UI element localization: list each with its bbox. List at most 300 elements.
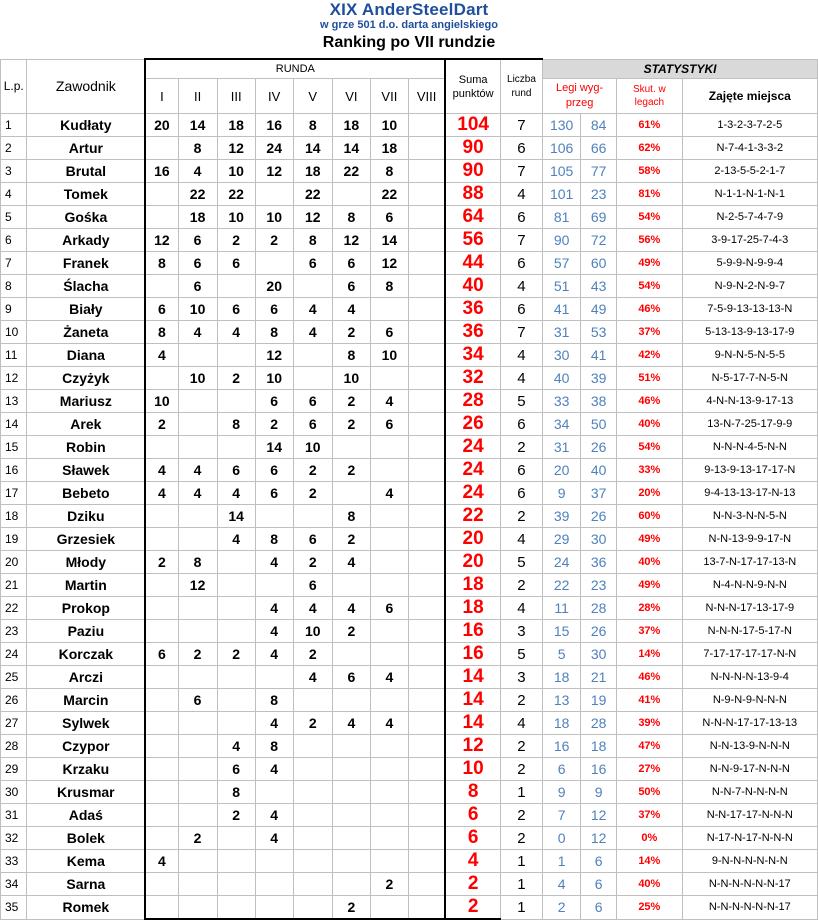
- round-7-points: 12: [370, 252, 408, 275]
- places-taken: 9-N-N-N-N-N-N: [682, 850, 817, 873]
- round-3-points: [217, 574, 255, 597]
- total-points: 40: [445, 275, 500, 298]
- player-name: Sarna: [27, 873, 145, 896]
- places-taken: 13-N-7-25-17-9-9: [682, 413, 817, 436]
- row-lp: 21: [1, 574, 27, 597]
- round-6-points: 4: [332, 597, 370, 620]
- round-7-points: [370, 298, 408, 321]
- places-taken: 1-3-2-3-7-2-5: [682, 114, 817, 137]
- total-points: 24: [445, 436, 500, 459]
- table-row: [1, 252, 818, 275]
- round-1-points: [145, 873, 178, 896]
- player-name: Gośka: [27, 206, 145, 229]
- leg-efficiency: 37%: [617, 620, 683, 643]
- round-1-points: [145, 804, 178, 827]
- round-8-points: [408, 804, 445, 827]
- leg-efficiency: 41%: [617, 689, 683, 712]
- legs-lost: 26: [581, 436, 617, 459]
- table-row: [1, 873, 818, 896]
- round-5-points: 14: [293, 137, 332, 160]
- rounds-played: 5: [500, 551, 542, 574]
- round-2-points: 4: [178, 482, 217, 505]
- round-6-points: [332, 436, 370, 459]
- player-name: Czypor: [27, 735, 145, 758]
- round-5-points: 4: [293, 666, 332, 689]
- rounds-played: 6: [500, 206, 542, 229]
- legs-won: 5: [543, 643, 581, 666]
- round-3-points: 10: [217, 160, 255, 183]
- leg-efficiency: 40%: [617, 551, 683, 574]
- round-5-points: 18: [293, 160, 332, 183]
- player-name: Adaś: [27, 804, 145, 827]
- round-3-points: 4: [217, 482, 255, 505]
- rounds-played: 3: [500, 620, 542, 643]
- table-row: [1, 804, 818, 827]
- leg-efficiency: 46%: [617, 666, 683, 689]
- places-taken: N-N-13-9-9-17-N: [682, 528, 817, 551]
- places-taken: 4-N-N-13-9-17-13: [682, 390, 817, 413]
- round-3-points: 2: [217, 804, 255, 827]
- rounds-played: 7: [500, 229, 542, 252]
- round-2-points: 10: [178, 367, 217, 390]
- player-name: Młody: [27, 551, 145, 574]
- table-row: [1, 390, 818, 413]
- legs-won: 15: [543, 620, 581, 643]
- player-name: Kudłaty: [27, 114, 145, 137]
- rounds-played: 1: [500, 896, 542, 920]
- round-1-points: [145, 827, 178, 850]
- round-7-points: 8: [370, 275, 408, 298]
- places-taken: N-9-N-2-N-9-7: [682, 275, 817, 298]
- round-2-points: 12: [178, 574, 217, 597]
- round-8-points: [408, 735, 445, 758]
- player-name: Tomek: [27, 183, 145, 206]
- places-taken: 13-7-N-17-17-13-N: [682, 551, 817, 574]
- row-lp: 23: [1, 620, 27, 643]
- round-4-points: [255, 252, 293, 275]
- legs-lost: 40: [581, 459, 617, 482]
- table-row: [1, 229, 818, 252]
- total-points: 20: [445, 551, 500, 574]
- round-6-points: 2: [332, 528, 370, 551]
- round-2-points: [178, 804, 217, 827]
- leg-efficiency: 27%: [617, 758, 683, 781]
- round-5-points: [293, 367, 332, 390]
- round-1-points: 8: [145, 252, 178, 275]
- total-points: 20: [445, 528, 500, 551]
- total-points: 26: [445, 413, 500, 436]
- legs-lost: 21: [581, 666, 617, 689]
- round-6-points: 2: [332, 390, 370, 413]
- header-round-5: V: [293, 79, 332, 114]
- round-8-points: [408, 321, 445, 344]
- round-2-points: 14: [178, 114, 217, 137]
- table-row: [1, 206, 818, 229]
- round-7-points: 18: [370, 137, 408, 160]
- round-4-points: 6: [255, 390, 293, 413]
- round-8-points: [408, 275, 445, 298]
- leg-efficiency: 40%: [617, 413, 683, 436]
- total-points: 16: [445, 643, 500, 666]
- leg-efficiency: 60%: [617, 505, 683, 528]
- round-1-points: 8: [145, 321, 178, 344]
- round-5-points: [293, 896, 332, 920]
- round-6-points: 4: [332, 712, 370, 735]
- legs-lost: 66: [581, 137, 617, 160]
- round-5-points: 12: [293, 206, 332, 229]
- ranking-heading: Ranking po VII rundzie: [322, 34, 496, 51]
- total-points: 22: [445, 505, 500, 528]
- rounds-played: 5: [500, 643, 542, 666]
- total-points: 44: [445, 252, 500, 275]
- header-miejsca: Zajęte miejsca: [682, 79, 817, 114]
- round-4-points: 24: [255, 137, 293, 160]
- round-2-points: 10: [178, 298, 217, 321]
- table-row: [1, 643, 818, 666]
- round-2-points: 4: [178, 459, 217, 482]
- round-8-points: [408, 666, 445, 689]
- round-5-points: 8: [293, 229, 332, 252]
- leg-efficiency: 40%: [617, 873, 683, 896]
- round-2-points: [178, 781, 217, 804]
- round-2-points: [178, 620, 217, 643]
- leg-efficiency: 56%: [617, 229, 683, 252]
- round-5-points: [293, 804, 332, 827]
- player-name: Krzaku: [27, 758, 145, 781]
- rounds-played: 2: [500, 574, 542, 597]
- row-lp: 26: [1, 689, 27, 712]
- places-taken: N-N-N-17-5-17-N: [682, 620, 817, 643]
- row-lp: 33: [1, 850, 27, 873]
- round-6-points: 2: [332, 321, 370, 344]
- round-3-points: 6: [217, 459, 255, 482]
- leg-efficiency: 61%: [617, 114, 683, 137]
- round-1-points: [145, 896, 178, 920]
- total-points: 14: [445, 666, 500, 689]
- round-5-points: 2: [293, 712, 332, 735]
- rounds-played: 4: [500, 597, 542, 620]
- round-2-points: 6: [178, 229, 217, 252]
- places-taken: N-5-17-7-N-5-N: [682, 367, 817, 390]
- round-8-points: [408, 137, 445, 160]
- round-3-points: [217, 275, 255, 298]
- round-2-points: [178, 505, 217, 528]
- header-suma: Suma punktów: [445, 59, 500, 114]
- legs-won: 30: [543, 344, 581, 367]
- round-5-points: 4: [293, 321, 332, 344]
- round-1-points: [145, 206, 178, 229]
- round-7-points: [370, 459, 408, 482]
- round-8-points: [408, 482, 445, 505]
- rounds-played: 1: [500, 850, 542, 873]
- leg-efficiency: 81%: [617, 183, 683, 206]
- round-2-points: [178, 850, 217, 873]
- legs-won: 29: [543, 528, 581, 551]
- total-points: 36: [445, 298, 500, 321]
- legs-lost: 50: [581, 413, 617, 436]
- round-2-points: 2: [178, 643, 217, 666]
- round-2-points: 6: [178, 689, 217, 712]
- legs-won: 40: [543, 367, 581, 390]
- places-taken: N-N-N-N-N-N-17: [682, 873, 817, 896]
- round-6-points: 4: [332, 551, 370, 574]
- table-row: [1, 620, 818, 643]
- header-round-1: I: [145, 79, 178, 114]
- round-3-points: 2: [217, 643, 255, 666]
- round-1-points: [145, 781, 178, 804]
- player-name: Sylwek: [27, 712, 145, 735]
- round-4-points: 4: [255, 712, 293, 735]
- round-6-points: 8: [332, 505, 370, 528]
- header-round-2: II: [178, 79, 217, 114]
- round-3-points: 2: [217, 367, 255, 390]
- header-round-4: IV: [255, 79, 293, 114]
- round-5-points: [293, 275, 332, 298]
- player-name: Marcin: [27, 689, 145, 712]
- legs-won: 41: [543, 298, 581, 321]
- round-4-points: 16: [255, 114, 293, 137]
- round-5-points: [293, 850, 332, 873]
- round-8-points: [408, 298, 445, 321]
- round-8-points: [408, 758, 445, 781]
- round-1-points: 6: [145, 298, 178, 321]
- round-2-points: 6: [178, 252, 217, 275]
- round-7-points: [370, 551, 408, 574]
- places-taken: N-1-1-N-1-N-1: [682, 183, 817, 206]
- round-4-points: 4: [255, 827, 293, 850]
- round-5-points: 6: [293, 574, 332, 597]
- row-lp: 20: [1, 551, 27, 574]
- round-2-points: [178, 896, 217, 920]
- round-4-points: 12: [255, 160, 293, 183]
- round-4-points: 14: [255, 436, 293, 459]
- legs-won: 6: [543, 758, 581, 781]
- row-lp: 6: [1, 229, 27, 252]
- player-name: Romek: [27, 896, 145, 920]
- ranking-table: [0, 58, 818, 920]
- round-2-points: [178, 758, 217, 781]
- total-points: 90: [445, 137, 500, 160]
- rounds-played: 6: [500, 137, 542, 160]
- leg-efficiency: 28%: [617, 597, 683, 620]
- rounds-played: 4: [500, 712, 542, 735]
- round-4-points: 8: [255, 689, 293, 712]
- player-name: Diana: [27, 344, 145, 367]
- legs-won: 90: [543, 229, 581, 252]
- round-1-points: [145, 183, 178, 206]
- table-row: [1, 712, 818, 735]
- rounds-played: 2: [500, 735, 542, 758]
- round-7-points: 10: [370, 344, 408, 367]
- round-1-points: [145, 666, 178, 689]
- leg-efficiency: 14%: [617, 643, 683, 666]
- round-8-points: [408, 344, 445, 367]
- player-name: Artur: [27, 137, 145, 160]
- legs-won: 51: [543, 275, 581, 298]
- round-4-points: 4: [255, 804, 293, 827]
- round-8-points: [408, 873, 445, 896]
- legs-won: 9: [543, 781, 581, 804]
- table-row: [1, 160, 818, 183]
- row-lp: 15: [1, 436, 27, 459]
- header-zawodnik: Zawodnik: [27, 59, 145, 114]
- round-7-points: [370, 689, 408, 712]
- legs-lost: 6: [581, 850, 617, 873]
- row-lp: 22: [1, 597, 27, 620]
- round-1-points: [145, 597, 178, 620]
- row-lp: 16: [1, 459, 27, 482]
- leg-efficiency: 14%: [617, 850, 683, 873]
- legs-lost: 23: [581, 183, 617, 206]
- legs-lost: 18: [581, 735, 617, 758]
- leg-efficiency: 42%: [617, 344, 683, 367]
- total-points: 28: [445, 390, 500, 413]
- round-7-points: [370, 735, 408, 758]
- legs-lost: 37: [581, 482, 617, 505]
- round-6-points: [332, 735, 370, 758]
- legs-won: 31: [543, 321, 581, 344]
- legs-lost: 30: [581, 528, 617, 551]
- leg-efficiency: 0%: [617, 827, 683, 850]
- leg-efficiency: 39%: [617, 712, 683, 735]
- leg-efficiency: 49%: [617, 252, 683, 275]
- leg-efficiency: 54%: [617, 275, 683, 298]
- leg-efficiency: 54%: [617, 436, 683, 459]
- row-lp: 8: [1, 275, 27, 298]
- round-6-points: 18: [332, 114, 370, 137]
- round-4-points: [255, 873, 293, 896]
- total-points: 18: [445, 574, 500, 597]
- table-row: [1, 827, 818, 850]
- round-2-points: [178, 873, 217, 896]
- round-6-points: [332, 643, 370, 666]
- round-6-points: [332, 781, 370, 804]
- rounds-played: 6: [500, 298, 542, 321]
- legs-won: 33: [543, 390, 581, 413]
- rounds-played: 7: [500, 114, 542, 137]
- places-taken: 7-5-9-13-13-13-N: [682, 298, 817, 321]
- row-lp: 29: [1, 758, 27, 781]
- places-taken: 9-4-13-13-17-N-13: [682, 482, 817, 505]
- round-6-points: 2: [332, 896, 370, 920]
- round-3-points: 10: [217, 206, 255, 229]
- leg-efficiency: 58%: [617, 160, 683, 183]
- round-7-points: 10: [370, 114, 408, 137]
- round-4-points: 10: [255, 206, 293, 229]
- total-points: 32: [445, 367, 500, 390]
- round-8-points: [408, 160, 445, 183]
- row-lp: 28: [1, 735, 27, 758]
- table-row: [1, 459, 818, 482]
- round-3-points: [217, 436, 255, 459]
- legs-lost: 19: [581, 689, 617, 712]
- round-5-points: [293, 344, 332, 367]
- round-7-points: [370, 643, 408, 666]
- player-name: Dziku: [27, 505, 145, 528]
- round-3-points: 14: [217, 505, 255, 528]
- table-row: [1, 436, 818, 459]
- leg-efficiency: 46%: [617, 298, 683, 321]
- leg-efficiency: 47%: [617, 735, 683, 758]
- round-4-points: 8: [255, 735, 293, 758]
- row-lp: 13: [1, 390, 27, 413]
- round-8-points: [408, 827, 445, 850]
- total-points: 6: [445, 827, 500, 850]
- table-row: [1, 114, 818, 137]
- round-1-points: [145, 735, 178, 758]
- table-row: [1, 344, 818, 367]
- rounds-played: 1: [500, 781, 542, 804]
- player-name: Czyżyk: [27, 367, 145, 390]
- places-taken: 9-13-9-13-17-17-N: [682, 459, 817, 482]
- round-5-points: 2: [293, 551, 332, 574]
- table-row: [1, 850, 818, 873]
- round-5-points: [293, 689, 332, 712]
- table-row: [1, 574, 818, 597]
- round-1-points: 4: [145, 482, 178, 505]
- table-row: [1, 137, 818, 160]
- row-lp: 1: [1, 114, 27, 137]
- total-points: 8: [445, 781, 500, 804]
- total-points: 24: [445, 482, 500, 505]
- rounds-played: 4: [500, 528, 542, 551]
- round-6-points: [332, 827, 370, 850]
- table-row: [1, 781, 818, 804]
- total-points: 88: [445, 183, 500, 206]
- row-lp: 7: [1, 252, 27, 275]
- legs-lost: 16: [581, 758, 617, 781]
- legs-won: 18: [543, 712, 581, 735]
- places-taken: N-9-N-9-N-N-N: [682, 689, 817, 712]
- page-title: XIX AnderSteelDart: [329, 0, 489, 19]
- header-liczba: Liczba rund: [500, 59, 542, 114]
- round-1-points: [145, 275, 178, 298]
- round-3-points: 6: [217, 298, 255, 321]
- round-7-points: [370, 758, 408, 781]
- round-8-points: [408, 436, 445, 459]
- round-3-points: [217, 666, 255, 689]
- legs-won: 57: [543, 252, 581, 275]
- header-round-6: VI: [332, 79, 370, 114]
- legs-won: 130: [543, 114, 581, 137]
- round-4-points: [255, 666, 293, 689]
- round-4-points: [255, 850, 293, 873]
- round-6-points: [332, 850, 370, 873]
- round-2-points: 4: [178, 321, 217, 344]
- legs-won: 0: [543, 827, 581, 850]
- places-taken: 9-N-N-5-N-5-5: [682, 344, 817, 367]
- round-3-points: [217, 827, 255, 850]
- round-1-points: [145, 712, 178, 735]
- round-4-points: 4: [255, 597, 293, 620]
- header-round-3: III: [217, 79, 255, 114]
- player-name: Franek: [27, 252, 145, 275]
- round-1-points: [145, 620, 178, 643]
- round-2-points: [178, 666, 217, 689]
- rounds-played: 5: [500, 390, 542, 413]
- row-lp: 19: [1, 528, 27, 551]
- round-8-points: [408, 183, 445, 206]
- round-8-points: [408, 206, 445, 229]
- round-4-points: 6: [255, 459, 293, 482]
- round-5-points: 6: [293, 528, 332, 551]
- leg-efficiency: 49%: [617, 528, 683, 551]
- legs-lost: 49: [581, 298, 617, 321]
- round-1-points: 2: [145, 413, 178, 436]
- rounds-played: 3: [500, 666, 542, 689]
- round-6-points: 6: [332, 252, 370, 275]
- legs-lost: 60: [581, 252, 617, 275]
